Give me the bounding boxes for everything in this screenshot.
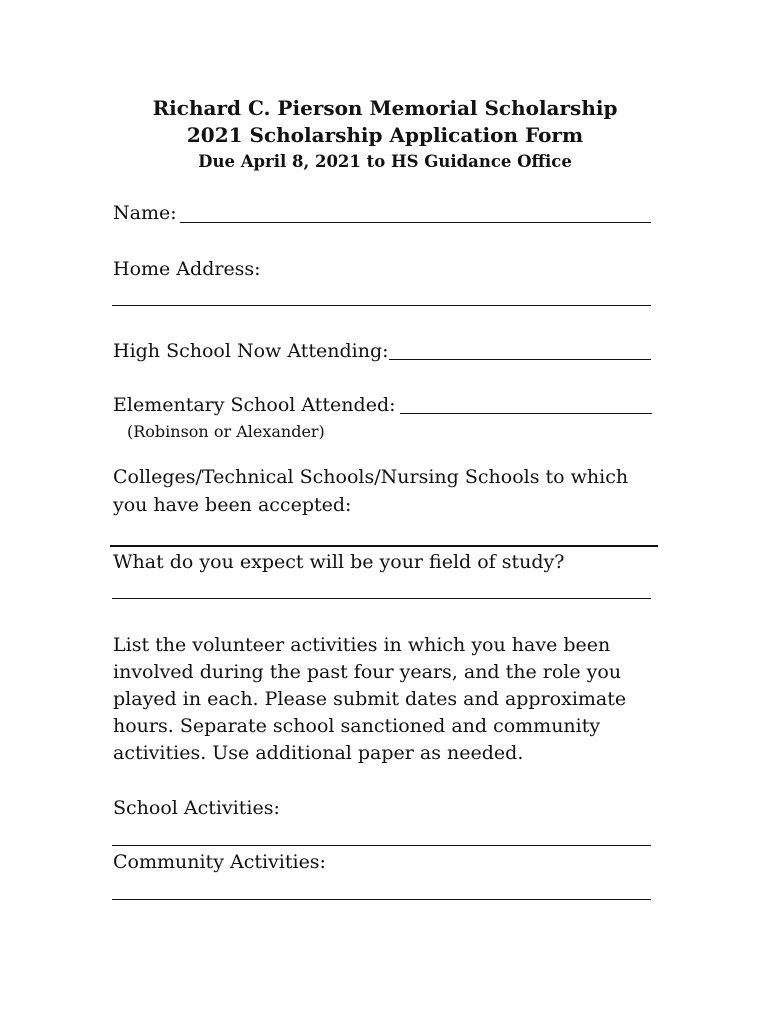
volunteer-instructions-line2: involved during the past four years, and the role you [113,661,622,683]
home-address-label: Home Address: [113,258,261,280]
name-field-line[interactable] [180,222,651,223]
colleges-field-line[interactable] [110,545,658,547]
elementary-school-field-line[interactable] [400,413,652,414]
volunteer-instructions-line4: hours. Separate school sanctioned and community [113,715,601,737]
volunteer-instructions-line5: activities. Use additional paper as needed. [113,742,524,764]
volunteer-instructions-line1: List the volunteer activities in which you have been [113,634,611,656]
high-school-label: High School Now Attending: [113,340,389,362]
colleges-label-line1: Colleges/Technical Schools/Nursing Schools to which [113,466,629,488]
field-of-study-label: What do you expect will be your field of study? [113,551,565,573]
elementary-school-note: (Robinson or Alexander) [127,422,325,441]
name-label: Name: [113,202,177,224]
home-address-field-line[interactable] [112,305,651,306]
high-school-field-line[interactable] [389,359,651,360]
school-activities-label: School Activities: [113,797,280,819]
volunteer-instructions-line3: played in each. Please submit dates and approximate [113,688,627,710]
due-date-line: Due April 8, 2021 to HS Guidance Office [198,152,572,171]
form-subtitle: 2021 Scholarship Application Form [186,123,584,147]
community-activities-field-line[interactable] [112,899,651,900]
colleges-label-line2: you have been accepted: [113,494,352,516]
form-title: Richard C. Pierson Memorial Scholarship [152,96,618,120]
school-activities-field-line[interactable] [112,845,651,846]
field-of-study-field-line[interactable] [112,598,651,599]
elementary-school-label: Elementary School Attended: [113,394,396,416]
community-activities-label: Community Activities: [113,851,326,873]
